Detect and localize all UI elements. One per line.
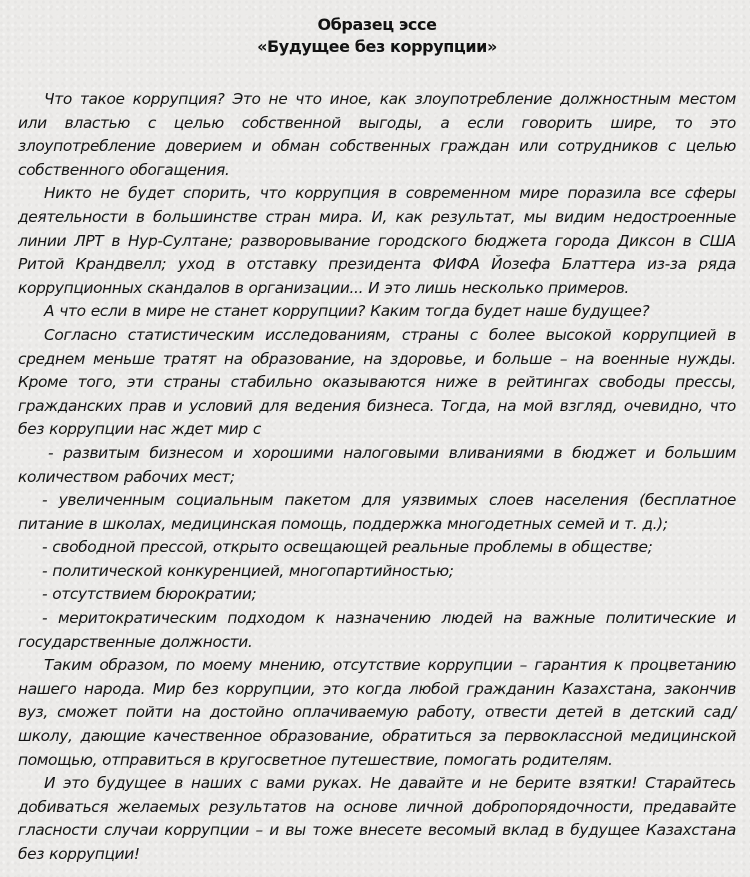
paragraph-statistics: Согласно статистическим исследованиям, страны с более высокой коррупцией в среднем меньше тратят на образование, на здоровье, и больше – на военные нужды. Кроме того, эти страны стабильно оказываются ниже в рейтингах свободы прессы, гражданских прав и условий для ведения бизнеса. Тогда, на мой взгляд, очевидно, что без коррупции нас ждет мир с bbox=[18, 325, 736, 439]
paragraph-examples: Никто не будет спорить, что коррупция в современном мире поразила все сферы деятельности в большинстве стран мира. И, как результат, мы видим недостроенные линии ЛРТ в Нур-Султане; разворовывание городского бюджета города Диксон в США Ритой Крандвелл; уход в отставку президента ФИФА Йозефа Блаттера из-за ряда коррупционных скандалов в организации... И это лишь несколько примеров. bbox=[18, 184, 736, 297]
essay-title: «Будущее без коррупции» bbox=[257, 37, 497, 56]
paragraph-conclusion: Таким образом, по моему мнению, отсутствие коррупции – гарантия к процветанию нашего народа. Мир без коррупции, это когда любой гражданин Казахстана, закончив вуз, сможет пойти на достойно оплачиваемую работу, отвести детей в детский сад/школу, дающие качественное образование, обратиться за первоклассной медицинской помощью, отправиться в кругосветное путешествие, помогать родителям. bbox=[18, 656, 736, 769]
paragraph-definition: Что такое коррупция? Это не что иное, как злоупотребление должностным местом или властью с целью собственной выгоды, а если говорить шире, то это злоупотребление доверием и обман собственных граждан или сотрудников с целью собственного обогащения. bbox=[18, 90, 736, 179]
essay-body bbox=[18, 88, 736, 867]
paragraph-call-to-action: И это будущее в наших с вами руках. Не давайте и не берите взятки! Старайтесь добиваться желаемых результатов на основе личной добропорядочности, предавайте гласности случаи коррупции – и вы тоже внесете весомый вклад в будущее Казахстана без коррупции! bbox=[18, 774, 736, 863]
essay-header bbox=[18, 14, 736, 58]
list-item-competition: - политической конкуренцией, многопартийностью; bbox=[42, 561, 454, 580]
list-item-bureaucracy: - отсутствием бюрократии; bbox=[42, 585, 257, 604]
list-item-press: - свободной прессой, открыто освещающей реальные проблемы в обществе; bbox=[42, 538, 653, 557]
paragraph-question: А что если в мире не станет коррупции? Каким тогда будет наше будущее? bbox=[44, 302, 650, 321]
list-item-meritocracy: - меритократическим подходом к назначению людей на важные политические и государственные должности. bbox=[18, 609, 736, 651]
list-item-business: - развитым бизнесом и хорошими налоговыми вливаниями в бюджет и большим количеством рабочих мест; bbox=[18, 443, 736, 486]
essay-label: Образец эссе bbox=[317, 15, 437, 34]
list-item-social: - увеличенным социальным пакетом для уязвимых слоев населения (бесплатное питание в школах, медицинская помощь, поддержка многодетных семей и т. д.); bbox=[18, 491, 736, 533]
